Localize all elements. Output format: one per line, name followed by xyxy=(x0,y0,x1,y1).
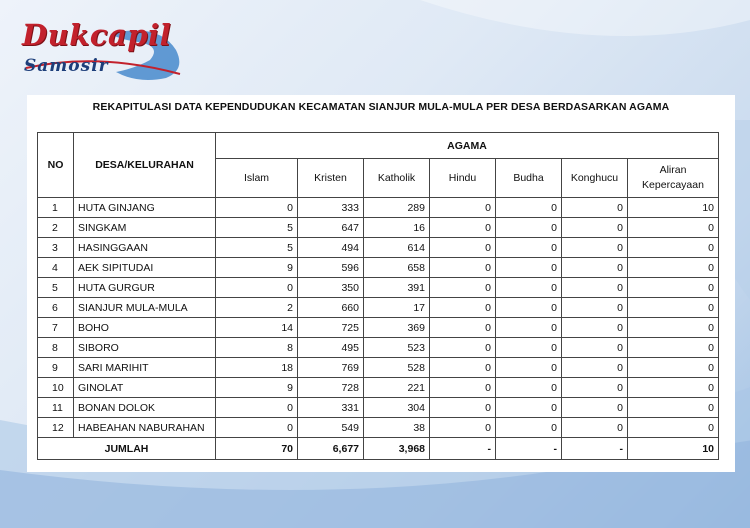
cell-katholik: 289 xyxy=(364,198,430,218)
cell-desa: SIANJUR MULA-MULA xyxy=(74,298,216,318)
table-row xyxy=(38,238,719,258)
cell-aliran: 0 xyxy=(628,318,719,338)
cell-konghucu: 0 xyxy=(562,238,628,258)
cell-kristen: 728 xyxy=(298,378,364,398)
cell-desa: HUTA GURGUR xyxy=(74,278,216,298)
cell-no: 1 xyxy=(38,198,74,218)
cell-desa: SINGKAM xyxy=(74,218,216,238)
cell-konghucu: 0 xyxy=(562,218,628,238)
cell-islam: 8 xyxy=(216,338,298,358)
cell-desa: BOHO xyxy=(74,318,216,338)
cell-katholik: 304 xyxy=(364,398,430,418)
cell-desa: SIBORO xyxy=(74,338,216,358)
header-islam: Islam xyxy=(216,159,298,198)
cell-aliran: 0 xyxy=(628,238,719,258)
cell-kristen: 660 xyxy=(298,298,364,318)
cell-katholik: 523 xyxy=(364,338,430,358)
table-row xyxy=(38,218,719,238)
cell-katholik: 391 xyxy=(364,278,430,298)
cell-aliran: 0 xyxy=(628,298,719,318)
cell-konghucu: 0 xyxy=(562,418,628,438)
total-aliran: 10 xyxy=(628,438,719,460)
table-row xyxy=(38,258,719,278)
cell-no: 7 xyxy=(38,318,74,338)
cell-katholik: 528 xyxy=(364,358,430,378)
cell-hindu: 0 xyxy=(430,358,496,378)
cell-kristen: 647 xyxy=(298,218,364,238)
cell-kristen: 331 xyxy=(298,398,364,418)
cell-budha: 0 xyxy=(496,238,562,258)
header-kristen: Kristen xyxy=(298,159,364,198)
cell-desa: HASINGGAAN xyxy=(74,238,216,258)
cell-aliran: 0 xyxy=(628,338,719,358)
document-title: REKAPITULASI DATA KEPENDUDUKAN KECAMATAN SIANJUR MULA-MULA PER DESA BERDASARKAN AGAMA xyxy=(92,101,670,113)
header-katholik: Katholik xyxy=(364,159,430,198)
cell-desa: HABEAHAN NABURAHAN xyxy=(74,418,216,438)
cell-kristen: 549 xyxy=(298,418,364,438)
header-konghucu: Konghucu xyxy=(562,159,628,198)
cell-desa: HUTA GINJANG xyxy=(74,198,216,218)
cell-hindu: 0 xyxy=(430,218,496,238)
cell-katholik: 369 xyxy=(364,318,430,338)
cell-no: 3 xyxy=(38,238,74,258)
cell-konghucu: 0 xyxy=(562,338,628,358)
cell-no: 8 xyxy=(38,338,74,358)
total-row xyxy=(38,438,719,460)
cell-budha: 0 xyxy=(496,278,562,298)
cell-konghucu: 0 xyxy=(562,358,628,378)
cell-islam: 9 xyxy=(216,258,298,278)
cell-no: 5 xyxy=(38,278,74,298)
header-aliran: Aliran Kepercayaan xyxy=(628,159,719,198)
table-row xyxy=(38,298,719,318)
cell-budha: 0 xyxy=(496,418,562,438)
cell-hindu: 0 xyxy=(430,298,496,318)
cell-islam: 9 xyxy=(216,378,298,398)
cell-hindu: 0 xyxy=(430,198,496,218)
cell-kristen: 725 xyxy=(298,318,364,338)
cell-aliran: 0 xyxy=(628,378,719,398)
cell-islam: 2 xyxy=(216,298,298,318)
table-row xyxy=(38,338,719,358)
table-row xyxy=(38,358,719,378)
cell-no: 12 xyxy=(38,418,74,438)
document-page xyxy=(27,95,735,472)
header-hindu: Hindu xyxy=(430,159,496,198)
cell-no: 10 xyxy=(38,378,74,398)
cell-islam: 5 xyxy=(216,218,298,238)
cell-hindu: 0 xyxy=(430,278,496,298)
cell-no: 9 xyxy=(38,358,74,378)
cell-katholik: 614 xyxy=(364,238,430,258)
agama-table xyxy=(37,132,719,460)
total-budha: - xyxy=(496,438,562,460)
cell-kristen: 769 xyxy=(298,358,364,378)
header-no: NO xyxy=(38,133,74,198)
cell-aliran: 0 xyxy=(628,418,719,438)
cell-kristen: 596 xyxy=(298,258,364,278)
header-desa: DESA/KELURAHAN xyxy=(74,133,216,198)
cell-budha: 0 xyxy=(496,358,562,378)
cell-aliran: 0 xyxy=(628,398,719,418)
header-agama: AGAMA xyxy=(216,133,719,159)
cell-hindu: 0 xyxy=(430,338,496,358)
cell-katholik: 17 xyxy=(364,298,430,318)
cell-desa: SARI MARIHIT xyxy=(74,358,216,378)
table-row xyxy=(38,318,719,338)
cell-kristen: 495 xyxy=(298,338,364,358)
total-hindu: - xyxy=(430,438,496,460)
cell-konghucu: 0 xyxy=(562,318,628,338)
cell-islam: 14 xyxy=(216,318,298,338)
cell-konghucu: 0 xyxy=(562,298,628,318)
cell-budha: 0 xyxy=(496,338,562,358)
cell-hindu: 0 xyxy=(430,398,496,418)
cell-konghucu: 0 xyxy=(562,278,628,298)
cell-islam: 0 xyxy=(216,278,298,298)
cell-konghucu: 0 xyxy=(562,258,628,278)
table-row xyxy=(38,378,719,398)
total-katholik: 3,968 xyxy=(364,438,430,460)
total-label: JUMLAH xyxy=(38,438,216,460)
cell-aliran: 0 xyxy=(628,358,719,378)
cell-hindu: 0 xyxy=(430,418,496,438)
cell-desa: BONAN DOLOK xyxy=(74,398,216,418)
cell-katholik: 16 xyxy=(364,218,430,238)
cell-budha: 0 xyxy=(496,198,562,218)
cell-hindu: 0 xyxy=(430,378,496,398)
table-row xyxy=(38,198,719,218)
cell-budha: 0 xyxy=(496,218,562,238)
cell-islam: 0 xyxy=(216,418,298,438)
total-konghucu: - xyxy=(562,438,628,460)
cell-budha: 0 xyxy=(496,318,562,338)
cell-aliran: 0 xyxy=(628,258,719,278)
cell-aliran: 0 xyxy=(628,218,719,238)
cell-islam: 0 xyxy=(216,198,298,218)
cell-hindu: 0 xyxy=(430,238,496,258)
cell-no: 6 xyxy=(38,298,74,318)
cell-aliran: 10 xyxy=(628,198,719,218)
table-row xyxy=(38,418,719,438)
cell-katholik: 221 xyxy=(364,378,430,398)
cell-konghucu: 0 xyxy=(562,378,628,398)
cell-konghucu: 0 xyxy=(562,398,628,418)
cell-katholik: 658 xyxy=(364,258,430,278)
cell-hindu: 0 xyxy=(430,318,496,338)
cell-hindu: 0 xyxy=(430,258,496,278)
total-kristen: 6,677 xyxy=(298,438,364,460)
table-row xyxy=(38,398,719,418)
dukcapil-logo xyxy=(18,12,188,90)
cell-desa: GINOLAT xyxy=(74,378,216,398)
cell-no: 4 xyxy=(38,258,74,278)
cell-budha: 0 xyxy=(496,398,562,418)
cell-budha: 0 xyxy=(496,298,562,318)
cell-kristen: 350 xyxy=(298,278,364,298)
cell-desa: AEK SIPITUDAI xyxy=(74,258,216,278)
cell-no: 2 xyxy=(38,218,74,238)
cell-budha: 0 xyxy=(496,378,562,398)
header-budha: Budha xyxy=(496,159,562,198)
cell-kristen: 494 xyxy=(298,238,364,258)
cell-kristen: 333 xyxy=(298,198,364,218)
table-row xyxy=(38,278,719,298)
cell-islam: 5 xyxy=(216,238,298,258)
total-islam: 70 xyxy=(216,438,298,460)
cell-konghucu: 0 xyxy=(562,198,628,218)
cell-katholik: 38 xyxy=(364,418,430,438)
cell-budha: 0 xyxy=(496,258,562,278)
cell-islam: 18 xyxy=(216,358,298,378)
cell-no: 11 xyxy=(38,398,74,418)
cell-aliran: 0 xyxy=(628,278,719,298)
logo-sub-text: Samosir xyxy=(24,56,109,76)
logo-main-text: Dukcapil xyxy=(22,18,172,52)
cell-islam: 0 xyxy=(216,398,298,418)
